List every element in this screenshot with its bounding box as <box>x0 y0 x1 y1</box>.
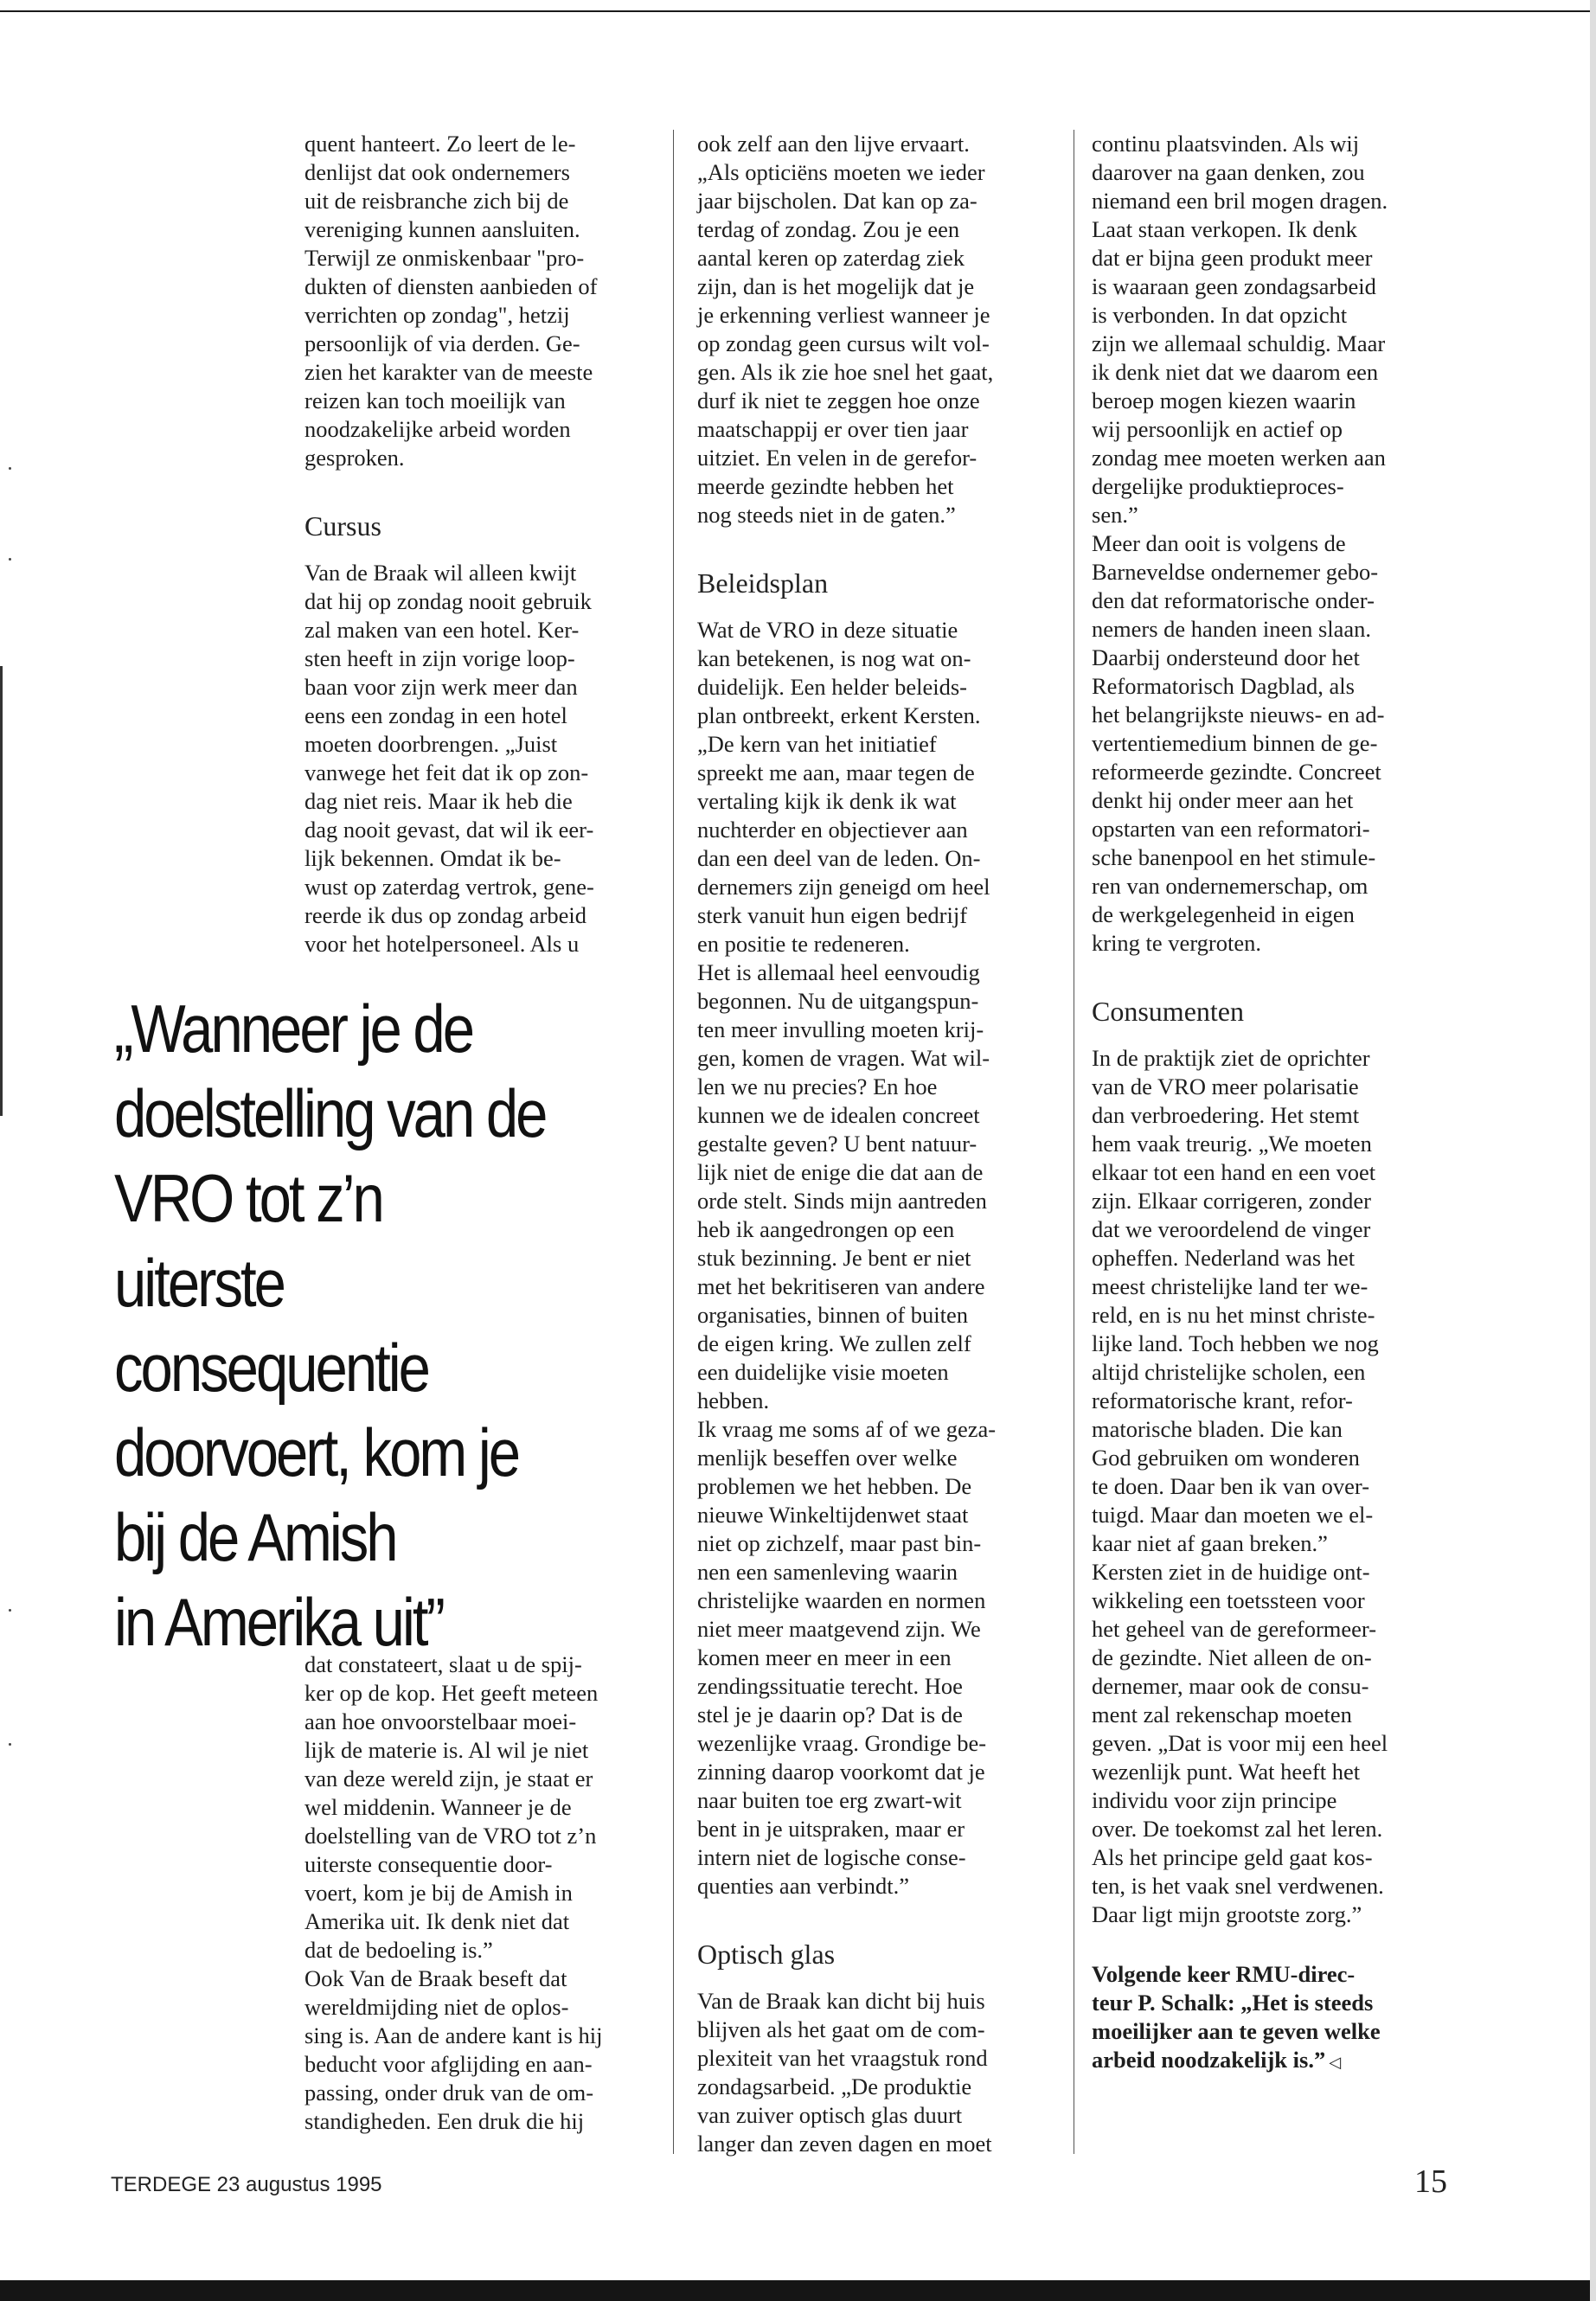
section-heading-optisch-glas: Optisch glas <box>697 1939 836 1970</box>
column-3 <box>1092 130 1472 2077</box>
right-edge-shadow <box>1590 0 1596 2301</box>
next-issue-text: Volgende keer RMU-direc- teur P. Schalk: „Het is steeds moeilijker aan te geven welke arbeid noodzakelijk is.” <box>1092 1961 1381 2073</box>
column-1-bottom <box>304 1650 668 2136</box>
bottom-border-bar <box>0 2280 1596 2301</box>
column-1-top <box>304 130 668 958</box>
article-text: Van de Braak kan dicht bij huis blijven als het gaat om de com- plexiteit van het vraagstuk rond zondagsarbeid. „De produktie van zuiver optisch glas duurt langer dan zeven dagen en moet <box>697 1988 992 2157</box>
edge-dot <box>9 1609 11 1612</box>
edge-dot <box>9 467 11 470</box>
article-text: Wat de VRO in deze situatie kan betekenen, is nog wat on- duidelijk. Een helder beleids- plan ontbreekt, erkent Kersten. „De kern van het initiatief spreekt me aan, maar tegen de vertaling kijk ik denk ik wat nuchterder en objectiever aan dan een deel van de leden. On- dernemers zijn geneigd om heel sterk vanuit hun eigen bedrijf en positie te redeneren. Het is allemaal heel eenvoudig begonnen. Nu de uitgangspun- ten meer invulling moeten krij- gen, komen de vragen. Wat wil- len we nu precies? En hoe kunnen we de idealen concreet gestalte geven? U bent natuur- lijk niet de enige die dat aan de orde stelt. Sinds mijn aantreden heb ik aangedrongen op een stuk bezinning. Je bent er niet met het bekritiseren van andere organisaties, binnen of buiten de eigen kring. We zullen zelf een duidelijke visie moeten hebben. Ik vraag me soms af of we geza- menlijk beseffen over welke problemen we het hebben. De nieuwe Winkeltijdenwet staat niet op zichzelf, maar past bin- nen een samenleving waarin christelijke waarden en normen niet meer maatgevend zijn. We komen meer en meer in een zendingssituatie terecht. Hoe stel je je daarin op? Dat is de wezenlijke vraag. Grondige be- zinning daarop voorkomt dat je naar buiten toe erg zwart-wit bent in je uitspraken, maar er intern niet de logische conse- quenties aan verbindt.” <box>697 617 997 1899</box>
section-heading-consumenten: Consumenten <box>1092 996 1244 1027</box>
page-number: 15 <box>1414 2163 1447 2200</box>
article-text: In de praktijk ziet de oprichter van de VRO meer polarisatie dan verbroedering. Het stemt hem vaak treurig. „We moeten elkaar tot een hand en een voet zijn. Elkaar corrigeren, zonder dat we veroordelend de vinger opheffen. Nederland was het meest christelijke land ter we- reld, en is nu het minst christe- lijke land. Toch hebben we nog altijd christelijke scholen, een reformatorische krant, refor- matorische bladen. Die kan God gebruiken om wonderen te doen. Daar ben ik van over- tuigd. Maar dan moeten we el- kaar niet af gaan breken.” Kersten ziet in de huidige ont- wikkeling een toetssteen voor het geheel van de gereformeer- de gezindte. Niet alleen de on- dernemer, maar ook de consu- ment zal rekenschap moeten geven. „Dat is voor mij een heel wezenlijk punt. Wat heeft het individu voor zijn principe over. De toekomst zal het leren. Als het principe geld gaat kos- ten, is het vaak snel verdwenen. Daar ligt mijn grootste zorg.” <box>1092 1045 1388 1927</box>
article-text: ook zelf aan den lijve ervaart. „Als opticiëns moeten we ieder jaar bijscholen. Dat kan op za- terdag of zondag. Zou je een aantal keren op zaterdag ziek zijn, dan is het mogelijk dat je je erkenning verliest wanneer je op zondag geen cursus wilt vol- gen. Als ik zie hoe snel het gaat, durf ik niet te zeggen hoe onze maatschappij er over tien jaar uitziet. En velen in de gerefor- meerde gezindte hebben het nog steeds niet in de gaten.” <box>697 131 994 528</box>
article-text: dat constateert, slaat u de spij- ker op de kop. Het geeft meteen aan hoe onvoorstelbaar moei- lijk de materie is. Al wil je niet van deze wereld zijn, je staat er wel middenin. Wanneer je de doelstelling van de VRO tot z’n uiterste consequentie door- voert, kom je bij de Amish in Amerika uit. Ik denk niet dat dat de bedoeling is.” Ook Van de Braak beseft dat wereldmijding niet de oplos- sing is. Aan de andere kant is hij beducht voor afglijding en aan- passing, onder druk van de om- standigheden. Een druk die hij <box>304 1651 603 2134</box>
pull-quote: „Wanneer je de doelstelling van de VRO tot z’n uiterste consequentie doorvoert, kom je bij de Amish in Amerika uit” <box>114 990 546 1660</box>
edge-dot <box>9 558 11 561</box>
edge-dot <box>9 1743 11 1746</box>
end-of-article-icon: ◁ <box>1329 2054 1342 2071</box>
article-text: quent hanteert. Zo leert de le- denlijst dat ook ondernemers uit de reisbranche zich bij de vereniging kunnen aansluiten. Terwijl ze onmiskenbaar "pro- dukten of diensten aanbieden of verrichten op zondag", hetzij persoonlijk of via derden. Ge- zien het karakter van de meeste reizen kan toch moeilijk van noodzakelijke arbeid worden gesproken. <box>304 131 598 471</box>
publication-footer: TERDEGE 23 augustus 1995 <box>111 2173 382 2196</box>
article-text: Van de Braak wil alleen kwijt dat hij op zondag nooit gebruik zal maken van een hotel. Ker- sten heeft in zijn vorige loop- baan voor zijn werk meer dan eens een zondag in een hotel moeten doorbrengen. „Juist vanwege het feit dat ik op zon- dag niet reis. Maar ik heb die dag nooit gevast, dat wil ik eer- lijk bekennen. Omdat ik be- wust op zaterdag vertrok, gene- reerde ik dus op zondag arbeid voor het hotelpersoneel. Als u <box>304 560 594 957</box>
next-issue-teaser <box>1092 1960 1472 2077</box>
column-divider-1 <box>673 130 674 2154</box>
section-heading-beleidsplan: Beleidsplan <box>697 567 829 599</box>
section-heading-cursus: Cursus <box>304 510 381 542</box>
top-border-rule <box>0 10 1596 12</box>
column-2 <box>697 130 1069 2158</box>
article-text: continu plaatsvinden. Als wij daarover na gaan denken, zou niemand een bril mogen dragen. Laat staan verkopen. Ik denk dat er bijna geen produkt meer is waaraan geen zondagsarbeid is verbonden. In dat opzicht zijn we allemaal schuldig. Maar ik denk niet dat we daarom een beroep mogen kiezen waarin wij persoonlijk en actief op zondag mee moeten werken aan dergelijke produktieproces- sen.” Meer dan ooit is volgens de Barneveldse ondernemer gebo- den dat reformatorische onder- nemers de handen ineen slaan. Daarbij ondersteund door het Reformatorisch Dagblad, als het belangrijkste nieuws- en ad- vertentiemedium binnen de ge- reformeerde gezindte. Concreet denkt hij onder meer aan het opstarten van een reformatori- sche banenpool en het stimule- ren van ondernemerschap, om de werkgelegenheid in eigen kring te vergroten. <box>1092 131 1388 956</box>
left-edge-mark <box>0 666 3 1116</box>
